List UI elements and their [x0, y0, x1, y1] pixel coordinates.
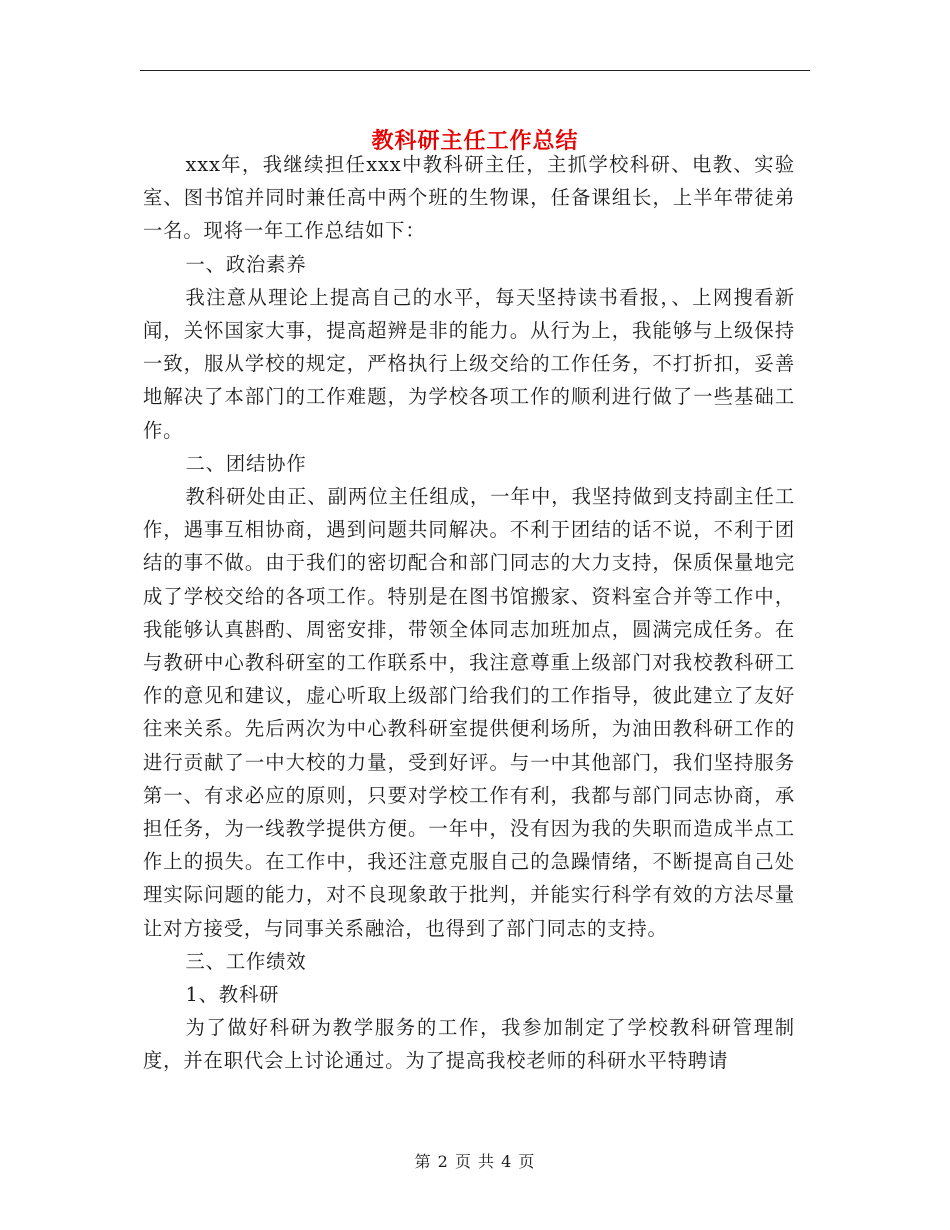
subsection-heading: 1、教科研	[185, 983, 280, 1007]
body-paragraph: 教科研处由正、副两位主任组成，一年中，我坚持做到支持副主任工作，遇事互相协商，遇到问题共同解决。不利于团结的话不说，不利于团结的事不做。由于我们的密切配合和部门同志的大力支持，保质保量地完成了学校交给的各项工作。特别是在图书馆搬家、资料室合并等工作中，我能够认真斟酌、周密安排，带领全体同志加班加点，圆满完成任务。在与教研中心教科研室的工作联系中，我注意尊重上级部门对我校教科研工作的意见和建议，虚心听取上级部门给我们的工作指导，彼此建立了友好往来关系。先后两次为中心教科研室提供便利场所，为油田教科研工作的进行贡献了一中大校的力量，受到好评。与一中其他部门，我们坚持服务第一、有求必应的原则，只要对学校工作有利，我都与部门同志协商，承担任务，为一线教学提供方便。一年中，没有因为我的失职而造成半点工作上的损失。在工作中，我还注意克服自己的急躁情绪，不断提高自己处理实际问题的能力，对不良现象敢于批判，并能实行科学有效的方法尽量让对方接受，与同事关系融洽，也得到了部门同志的支持。	[143, 485, 795, 940]
document-body	[143, 148, 795, 1078]
header-rule	[140, 70, 810, 71]
section-heading: 二、团结协作	[185, 451, 307, 475]
section-heading: 一、政治素养	[185, 252, 307, 276]
section-heading: 三、工作绩效	[185, 949, 307, 973]
body-paragraph: 为了做好科研为教学服务的工作，我参加制定了学校教科研管理制度，并在职代会上讨论通过。为了提高我校老师的科研水平特聘请	[143, 1016, 795, 1073]
body-paragraph: 我注意从理论上提高自己的水平，每天坚持读书看报，、上网搜看新闻，关怀国家大事，提高超辨是非的能力。从行为上，我能够与上级保持一致，服从学校的规定，严格执行上级交给的工作任务，不打折扣，妥善地解决了本部门的工作难题，为学校各项工作的顺利进行做了一些基础工作。	[143, 285, 795, 442]
page-number: 第 2 页 共 4 页	[414, 1152, 536, 1171]
body-paragraph: xxx年，我继续担任xxx中教科研主任，主抓学校科研、电教、实验室、图书馆并同时兼任高中两个班的生物课，任备课组长，上半年带徒弟一名。现将一年工作总结如下：	[143, 153, 795, 243]
document-title: 教科研主任工作总结	[371, 127, 579, 154]
